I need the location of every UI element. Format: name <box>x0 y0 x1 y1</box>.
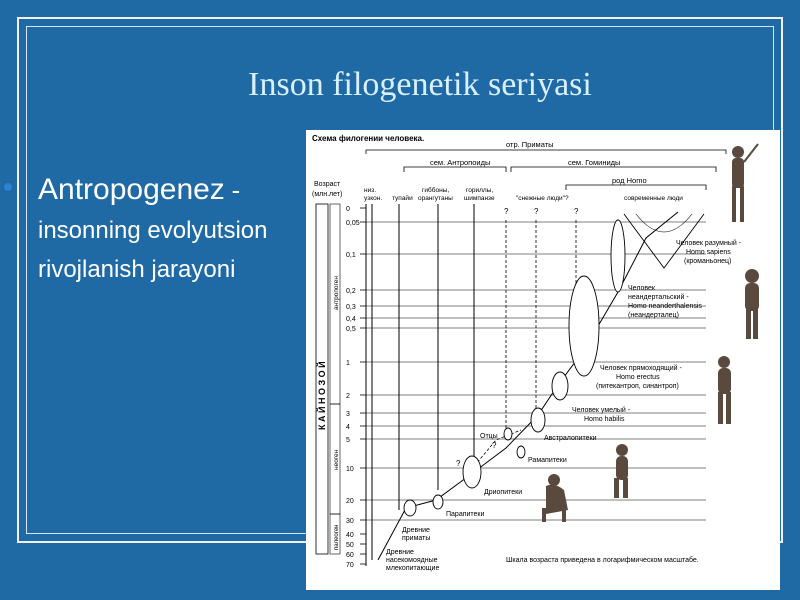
oval-parapithecus <box>433 495 443 509</box>
period-neogen-label: неоген <box>333 449 340 470</box>
col-modern: современные люди <box>624 195 683 202</box>
qmark-3: ? <box>574 207 579 216</box>
phylogeny-svg <box>306 130 780 590</box>
oval-habilis <box>552 372 568 400</box>
bracket-primates <box>366 150 726 154</box>
slide-title: Inson filogenetik seriyasi <box>248 66 592 103</box>
figure-ape <box>542 474 568 522</box>
label-sapiens-2: Homo sapiens <box>686 249 731 256</box>
age-tick-label: 0,2 <box>346 288 356 295</box>
label-ancestors: Отцы <box>480 433 498 440</box>
age-tick-label: 2 <box>346 393 350 400</box>
label-erectus-1: Человек прямоходящий - <box>600 365 682 372</box>
label-erectus-2: Homo erectus <box>616 374 660 381</box>
age-tick-label: 0,05 <box>346 220 360 227</box>
qmark-4: ? <box>456 459 461 468</box>
oval-ancient-primates <box>404 500 416 516</box>
oval-ancestors <box>504 428 512 440</box>
label-dryopith: Дриопитеки <box>484 489 523 496</box>
label-genus-homo: род Homo <box>612 176 647 185</box>
age-tick-label: 3 <box>346 411 350 418</box>
age-tick-label: 30 <box>346 518 354 525</box>
qmark-1: ? <box>504 207 509 216</box>
label-insectivores-2: насекомоядные <box>386 557 438 564</box>
col-gibbons-2: орангутаны <box>418 195 453 202</box>
label-sapiens-3: (кроманьонец) <box>684 258 732 265</box>
label-insectivores-3: млекопитающие <box>386 565 440 572</box>
bracket-hominids <box>511 167 716 172</box>
col-lower-1: низ. <box>364 187 377 194</box>
age-tick-label: 70 <box>346 562 354 569</box>
diagram-header: Схема филогении человека. <box>312 134 425 143</box>
oval-erectus <box>569 276 599 376</box>
age-tick-label: 10 <box>346 466 354 473</box>
oval-ramapithecus <box>517 446 525 458</box>
label-parapith: Парапитеки <box>446 511 485 518</box>
col-snowmen: "снежные люди"? <box>516 195 569 202</box>
figure-sapiens <box>732 144 758 222</box>
col-gorillas-1: гориллы, <box>466 187 494 194</box>
phylogeny-diagram <box>306 130 780 590</box>
age-header-2: (млн.лет) <box>312 191 343 198</box>
bracket-anthropoids <box>404 167 506 172</box>
age-tick-label: 60 <box>346 552 354 559</box>
label-australo: Австралопитеки <box>544 435 597 442</box>
label-order-primates: отр. Приматы <box>506 140 554 149</box>
oval-dryopithecus <box>463 456 481 488</box>
label-fam-hominids: сем. Гоминиды <box>568 158 621 167</box>
age-tick-label: 20 <box>346 498 354 505</box>
age-tick-label: 5 <box>346 437 350 444</box>
qmark-2: ? <box>534 207 539 216</box>
age-tick-label: 50 <box>346 542 354 549</box>
period-anthropogen-label: антропоген <box>333 276 340 310</box>
age-tick-label: 0 <box>346 206 350 213</box>
label-ancient-primates-1: Древние <box>402 527 430 534</box>
label-neander-2: неандертальский - <box>628 294 689 301</box>
bullet-marker <box>4 183 12 191</box>
age-tick-label: 40 <box>346 532 354 539</box>
col-tupaia: тупайи <box>392 195 413 202</box>
bullet-dash: - <box>231 175 241 205</box>
figure-erectus <box>718 356 731 424</box>
era-label: К А Й Н О З О Й <box>317 361 327 430</box>
age-tick-label: 4 <box>346 424 350 431</box>
scale-note: Шкала возраста приведена в логарифмическом масштабе. <box>506 557 699 564</box>
label-sapiens-1: Человек разумный - <box>676 240 742 247</box>
label-neander-3: Homo neanderthalensis <box>628 303 702 310</box>
label-ancient-primates-2: приматы <box>402 535 431 542</box>
age-tick-label: 0,4 <box>346 316 356 323</box>
age-header-1: Возраст <box>314 181 341 188</box>
label-erectus-3: (питекантроп, синантроп) <box>596 383 679 390</box>
period-paleogen-label: палеоген <box>334 524 340 550</box>
qmark-5: ? <box>492 441 497 450</box>
bullet-definition: insonning evolyutsion rivojlanish jarayoni <box>38 217 268 283</box>
oval-australopithecus <box>531 408 545 432</box>
label-neander-4: (неандерталец) <box>628 312 679 319</box>
oval-neanderthal <box>611 220 625 292</box>
figure-neanderthal <box>745 269 759 339</box>
label-ramapith: Рамапитеки <box>528 457 567 464</box>
bullet-text <box>38 170 298 289</box>
col-lower-2: узкон. <box>364 195 383 202</box>
age-tick-label: 0,3 <box>346 304 356 311</box>
label-habilis-1: Человек умелый - <box>572 407 631 414</box>
label-neander-1: Человек <box>628 285 655 292</box>
label-fam-anthropoids: сем. Антропоиды <box>430 158 491 167</box>
age-tick-label: 1 <box>346 360 350 367</box>
col-gorillas-2: шимпанзе <box>464 195 495 202</box>
figure-habilis <box>614 444 628 498</box>
bracket-homo <box>566 185 706 190</box>
col-gibbons-1: гиббоны, <box>422 187 450 194</box>
bullet-term: Antropogenez <box>38 173 225 206</box>
age-tick-label: 0,1 <box>346 252 356 259</box>
label-insectivores-1: Древние <box>386 549 414 556</box>
label-habilis-2: Homo habilis <box>584 416 625 423</box>
age-tick-label: 0,5 <box>346 326 356 333</box>
